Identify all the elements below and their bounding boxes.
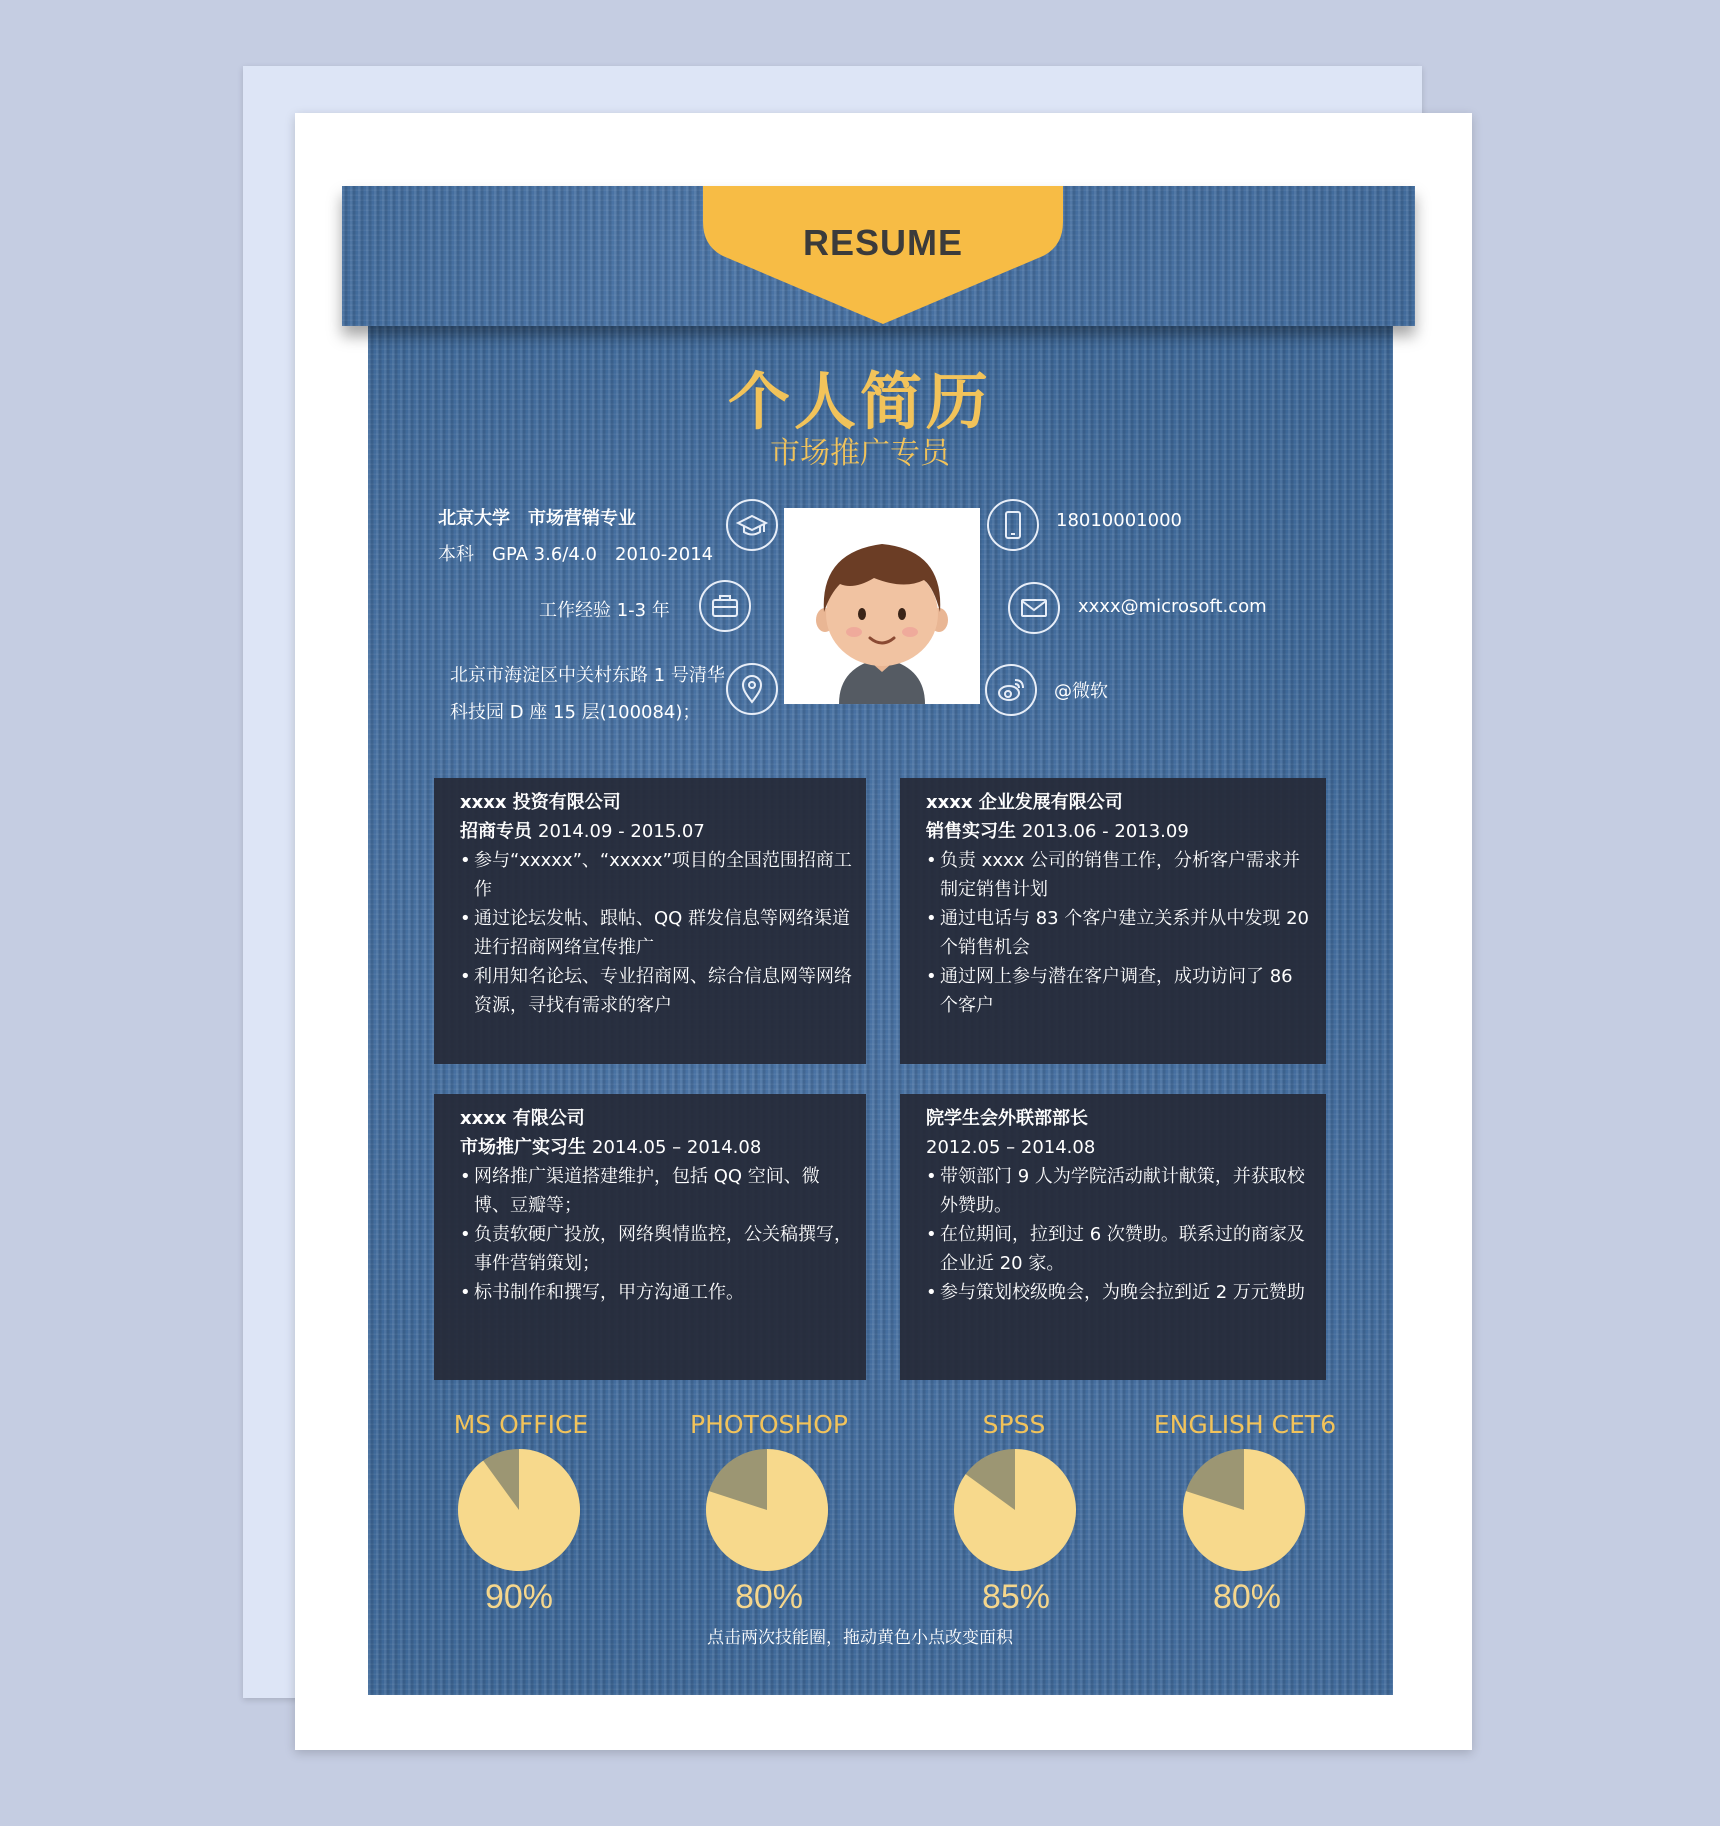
skill-percent: 85% [981, 1578, 1051, 1616]
skill-pie-ms-office[interactable] [457, 1448, 581, 1572]
skill-label-english-cet6: ENGLISH CET6 [1153, 1410, 1337, 1439]
graduation-cap-icon [726, 499, 778, 551]
skill-percent: 80% [734, 1578, 804, 1616]
skill-pie-english-cet6[interactable] [1182, 1448, 1306, 1572]
briefcase-icon [699, 580, 751, 632]
duty-item: • 带领部门 9 人为学院活动献计献策，并获取校外赞助。 [926, 1162, 1314, 1220]
duty-item: • 通过论坛发帖、跟帖、QQ 群发信息等网络渠道进行招商网络宣传推广 [460, 904, 854, 962]
duty-item: • 通过电话与 83 个客户建立关系并从中发现 20 个销售机会 [926, 904, 1314, 962]
mail-icon [1008, 582, 1060, 634]
skill-hint: 点击两次技能圈，拖动黄色小点改变面积 [707, 1628, 1013, 1648]
education-line2: 本科 GPA 3.6/4.0 2010-2014 [438, 544, 714, 565]
experience-card-2 [900, 778, 1326, 1064]
work-experience: 工作经验 1-3 年 [539, 600, 670, 621]
resume-badge-label: RESUME [802, 222, 964, 263]
skill-label-ms-office: MS OFFICE [453, 1410, 589, 1439]
skill-label-photoshop: PHOTOSHOP [690, 1410, 848, 1439]
job-period: 2014.09 - 2015.07 [538, 821, 705, 842]
skill-label-spss: SPSS [982, 1410, 1046, 1439]
location-pin-icon [726, 663, 778, 715]
duty-item: • 负责 xxxx 公司的销售工作，分析客户需求并制定销售计划 [926, 846, 1314, 904]
weibo-handle: @微软 [1054, 681, 1108, 702]
duty-item: • 通过网上参与潜在客户调查，成功访问了 86 个客户 [926, 962, 1314, 1020]
address-line2: 科技园 D 座 15 层(100084)； [450, 702, 701, 723]
job-period: 2013.06 - 2013.09 [1022, 821, 1189, 842]
skill-percent: 80% [1212, 1578, 1282, 1616]
weibo-icon [985, 664, 1037, 716]
position-title: 院学生会外联部部长 [926, 1108, 1088, 1129]
duty-item: • 网络推广渠道搭建维护，包括 QQ 空间、微博、豆瓣等； [460, 1162, 854, 1220]
email-address: xxxx@microsoft.com [1078, 596, 1267, 617]
duty-item: • 参与策划校级晚会，为晚会拉到近 2 万元赞助 [926, 1278, 1314, 1307]
address-line1: 北京市海淀区中关村东路 1 号清华 [450, 665, 725, 686]
page-subtitle: 市场推广专员 [770, 436, 950, 471]
resume-badge [703, 186, 1063, 326]
skill-pie-spss[interactable] [953, 1448, 1077, 1572]
avatar [784, 508, 980, 704]
skill-pie-photoshop[interactable] [705, 1448, 829, 1572]
phone-icon [987, 499, 1039, 551]
company-name: xxxx 有限公司 [460, 1108, 585, 1129]
phone-number: 18010001000 [1056, 510, 1182, 531]
duty-item: • 在位期间，拉到过 6 次赞助。联系过的商家及企业近 20 家。 [926, 1220, 1314, 1278]
duty-item: • 参与“xxxxx”、“xxxxx”项目的全国范围招商工作 [460, 846, 854, 904]
skill-percent: 90% [484, 1578, 554, 1616]
experience-card-4 [900, 1094, 1326, 1380]
pie-filled-slice [458, 1449, 580, 1571]
education-line1: 北京大学 市场营销专业 [438, 508, 636, 529]
job-period: 2014.05 – 2014.08 [592, 1137, 762, 1158]
company-name: xxxx 企业发展有限公司 [926, 792, 1123, 813]
experience-card-3 [434, 1094, 866, 1380]
experience-card-1 [434, 778, 866, 1064]
company-name: xxxx 投资有限公司 [460, 792, 621, 813]
duty-item: • 利用知名论坛、专业招商网、综合信息网等网络资源，寻找有需求的客户 [460, 962, 854, 1020]
duty-item: • 标书制作和撰写，甲方沟通工作。 [460, 1278, 854, 1307]
job-role: 销售实习生 [926, 821, 1016, 842]
job-period: 2012.05 – 2014.08 [926, 1137, 1096, 1158]
duty-item: • 负责软硬广投放，网络舆情监控，公关稿撰写，事件营销策划； [460, 1220, 854, 1278]
page-title: 个人简历 [727, 365, 992, 438]
job-role: 招商专员 [460, 821, 532, 842]
job-role: 市场推广实习生 [460, 1137, 586, 1158]
